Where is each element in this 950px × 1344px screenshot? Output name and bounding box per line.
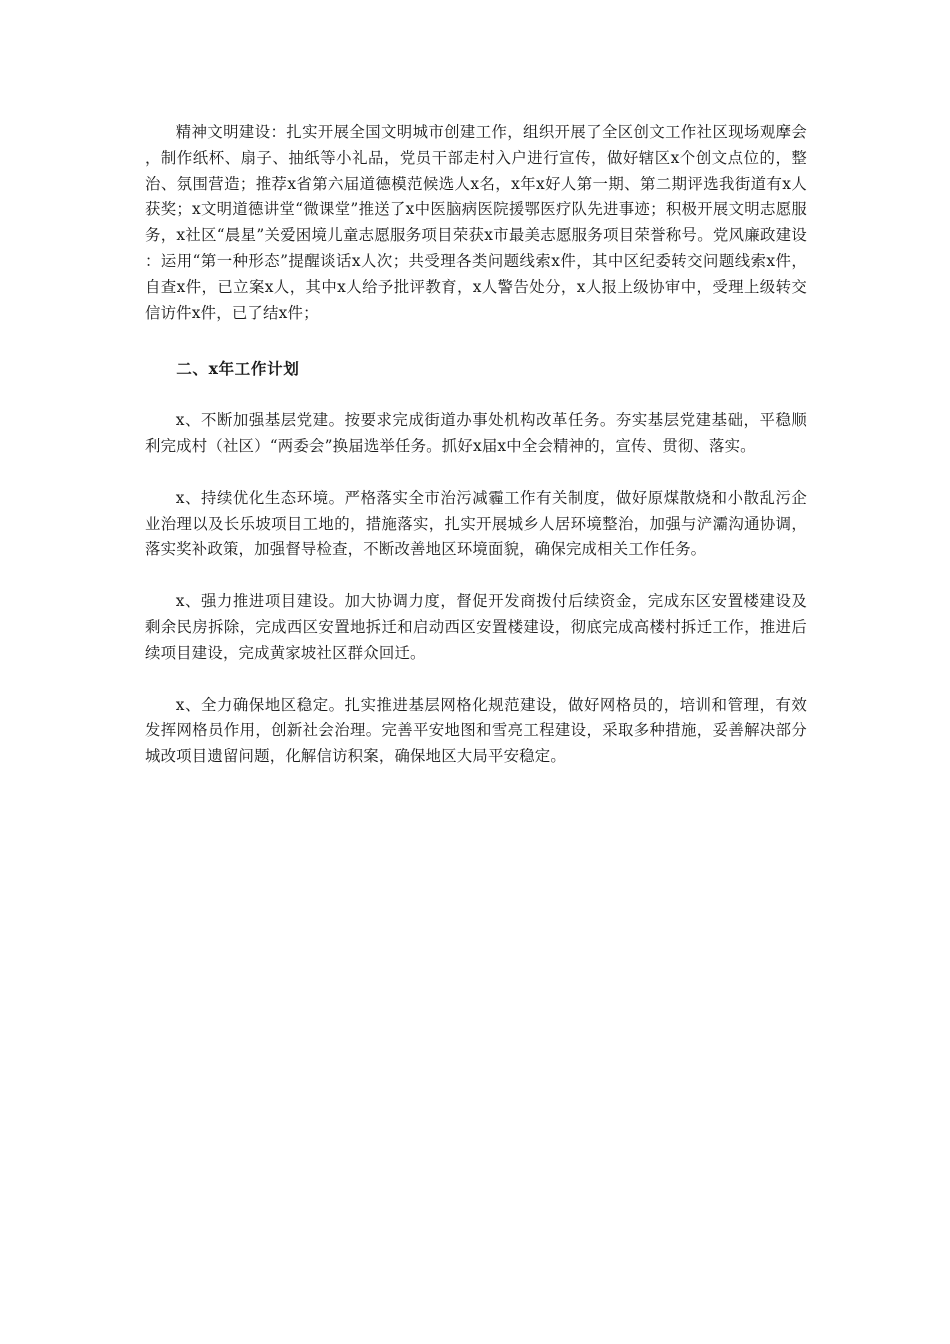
plan-item-ecological-environment: x、持续优化生态环境。严格落实全市治污减霾工作有关制度，做好原煤散烧和小散乱污企业治理以及长乐坡项目工地的，措施落实，扎实开展城乡人居环境整治，加强与浐灞沟通协调，落实奖补政策，加强督导检查，不断改善地区环境面貌，确保完成相关工作任务。 [145, 488, 807, 559]
document-page [145, 120, 807, 796]
paragraph-spiritual-civilization: 精神文明建设：扎实开展全国文明城市创建工作，组织开展了全区创文工作社区现场观摩会，制作纸杯、扇子、抽纸等小礼品，党员干部走村入户进行宣传，做好辖区x个创文点位的，整治、氛围营造；推荐x省第六届道德模范候选人x名，x年x好人第一期、第二期评选我街道有x人获奖；x文明道德讲堂“微课堂”推送了x中医脑病医院援鄂医疗队先进事迹；积极开展文明志愿服务，x社区“晨星”关爱困境儿童志愿服务项目荣获x市最美志愿服务项目荣誉称号。党风廉政建设：运用“第一种形态”提醒谈话x人次；共受理各类问题线索x件，其中区纪委转交问题线索x件，自查x件，已立案x人，其中x人给予批评教育，x人警告处分，x人报上级协审中，受理上级转交信访件x件，已了结x件； [145, 123, 807, 322]
plan-item-project-construction: x、强力推进项目建设。加大协调力度，督促开发商拨付后续资金，完成东区安置楼建设及剩余民房拆除，完成西区安置地拆迁和启动西区安置楼建设，彻底完成高楼村拆迁工作，推进后续项目建设，完成黄家坡社区群众回迁。 [145, 592, 807, 662]
plan-item-party-building: x、不断加强基层党建。按要求完成街道办事处机构改革任务。夯实基层党建基础，平稳顺利完成村（社区）“两委会”换届选举任务。抓好x届x中全会精神的，宣传、贯彻、落实。 [145, 411, 807, 455]
section-heading-work-plan: 二、x年工作计划 [176, 359, 300, 379]
plan-item-regional-stability: x、全力确保地区稳定。扎实推进基层网格化规范建设，做好网格员的，培训和管理，有效发挥网格员作用，创新社会治理。完善平安地图和雪亮工程建设，采取多种措施，妥善解决部分城改项目遗留问题，化解信访积案，确保地区大局平安稳定。 [145, 695, 807, 766]
